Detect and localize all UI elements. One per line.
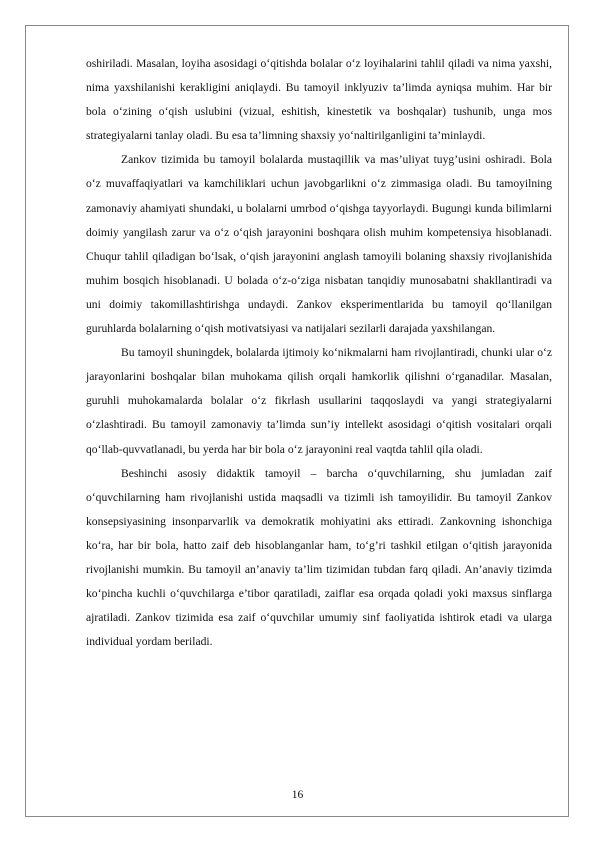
paragraph-fifth-principle: Beshinchi asosiy didaktik tamoyil – barcha o‘quvchilarning, shu jumladan zaif o‘quvchilarning ham rivojlanishi ustida maqsadli va tizimli ish tamoyilidir. Bu tamoyil Zankov konsepsiyasining insonparvarlik va demokratik mohiyatini aks ettiradi. Zankovning ishonchiga ko‘ra, har bir bola, hatto zaif deb hisoblanganlar ham, to‘g’ri tashkil etilgan o‘qitish jarayonida rivojlanishi mumkin. Bu tamoyil an’anaviy ta’lim tizimidan tubdan farq qiladi. An’anaviy tizimda ko‘pincha kuchli o‘quvchilarga e’tibor qaratiladi, zaiflar esa orqada qoladi yoki maxsus sinflarga ajratiladi. Zankov tizimida esa zaif o‘quvchilar umumiy sinf faoliyatida ishtirok etadi va ularga individual yordam beriladi. [86, 466, 552, 649]
paragraph-zankov-responsibility: Zankov tizimida bu tamoyil bolalarda mustaqillik va mas’uliyat tuyg’usini oshiradi. Bola o‘z muvaffaqiyatlari va kamchiliklari uchun javobgarlikni o‘z zimmasiga oladi. Bu tamoyilning zamonaviy ahamiyati shundaki, u bolalarni umrbod o‘qishga tayyorlaydi. Bugungi kunda bilimlarni doimiy yangilash zarur va o‘z o‘qish jarayonini boshqara olish muhim kompetensiya hisoblanadi. Chuqur tahlil qiladigan bo‘lsak, o‘qish jarayonini anglash tamoyili bolaning shaxsiy rivojlanishida muhim bosqich hisoblanadi. U bolada o‘z-o‘ziga nisbatan tanqidiy munosabatni shakllantiradi va uni doimiy takomillashtirishga undaydi. Zankov eksperimentlarida bu tamoyil qo‘llanilgan guruhlarda bolalarning o‘qish motivatsiyasi va natijalari sezilarli darajada yaxshilangan. [86, 153, 552, 336]
page-number: 16 [291, 788, 304, 801]
document-body [86, 52, 552, 654]
paragraph-continuation: oshiriladi. Masalan, loyiha asosidagi o‘qitishda bolalar o‘z loyihalarini tahlil qiladi va nima yaxshi, nima yaxshilanishi kerakligini aniqlaydi. Bu tamoyil inklyuziv ta’limda ayniqsa muhim. Har bir bola o‘zining o‘qish uslubini (vizual, eshitish, kinestetik va boshqalar) tushunib, unga mos strategiyalarni tanlay oladi. Bu esa ta’limning shaxsiy yo‘naltirilganligini ta’minlaydi. [86, 57, 552, 143]
paragraph-social-skills: Bu tamoyil shuningdek, bolalarda ijtimoiy ko‘nikmalarni ham rivojlantiradi, chunki ular o‘z jarayonlarini boshqalar bilan muhokama qilish orqali hamkorlik qilishni o‘rganadilar. Masalan, guruhli muhokamalarda bolalar o‘z fikrlash usullarini taqqoslaydi va yangi strategiyalarni o‘zlashtiradi. Bu tamoyil zamonaviy ta’limda sun’iy intellekt asosidagi o‘qitish vositalari orqali qo‘llab-quvvatlanadi, bu yerda har bir bola o‘z jarayonini real vaqtda tahlil qila oladi. [86, 346, 552, 456]
